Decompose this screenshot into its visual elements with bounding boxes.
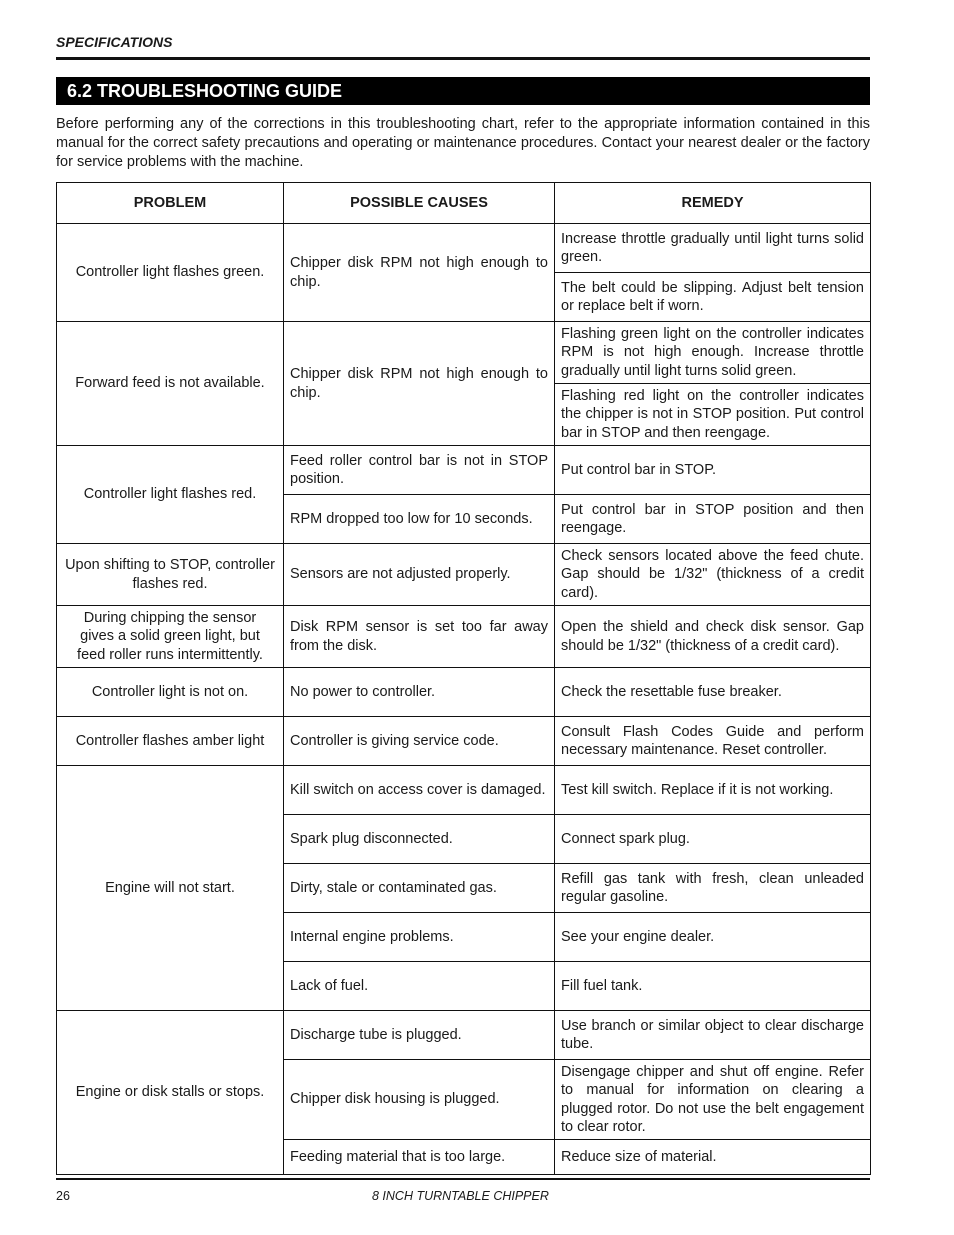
table-row — [57, 322, 871, 384]
table-row — [57, 446, 871, 495]
remedy-cell: Flashing green light on the controller indicates RPM is not high enough. Increase throttle gradually until light turns solid green. — [555, 322, 871, 384]
remedy-cell: Consult Flash Codes Guide and perform necessary maintenance. Reset controller. — [555, 717, 871, 766]
table-row — [57, 606, 871, 668]
remedy-cell: Test kill switch. Replace if it is not working. — [555, 766, 871, 815]
problem-cell: Controller light flashes red. — [57, 446, 284, 544]
remedy-cell: The belt could be slipping. Adjust belt tension or replace belt if worn. — [555, 273, 871, 322]
remedy-cell: Disengage chipper and shut off engine. Refer to manual for information on clearing a plugged rotor. Do not use the belt engagement to clear rotor. — [555, 1060, 871, 1140]
remedy-cell: Put control bar in STOP position and then reengage. — [555, 495, 871, 544]
cause-cell: Sensors are not adjusted properly. — [284, 544, 555, 606]
problem-cell: Controller light flashes green. — [57, 224, 284, 322]
table-header-row — [57, 183, 871, 224]
cause-cell: Chipper disk RPM not high enough to chip. — [284, 224, 555, 322]
table-row — [57, 717, 871, 766]
problem-cell: Controller light is not on. — [57, 668, 284, 717]
cause-cell: No power to controller. — [284, 668, 555, 717]
cause-cell: Chipper disk RPM not high enough to chip. — [284, 322, 555, 446]
cause-cell: Disk RPM sensor is set too far away from the disk. — [284, 606, 555, 668]
problem-cell: During chipping the sensor gives a solid green light, but feed roller runs intermittently. — [57, 606, 284, 668]
header-remedy: REMEDY — [555, 183, 871, 224]
remedy-cell: Flashing red light on the controller indicates the chipper is not in STOP position. Put control bar in STOP and then reengage. — [555, 384, 871, 446]
remedy-cell: Put control bar in STOP. — [555, 446, 871, 495]
cause-cell: RPM dropped too low for 10 seconds. — [284, 495, 555, 544]
problem-cell: Engine or disk stalls or stops. — [57, 1011, 284, 1175]
remedy-cell: Refill gas tank with fresh, clean unleaded regular gasoline. — [555, 864, 871, 913]
footer-rule — [56, 1178, 870, 1180]
cause-cell: Kill switch on access cover is damaged. — [284, 766, 555, 815]
remedy-cell: Increase throttle gradually until light turns solid green. — [555, 224, 871, 273]
cause-cell: Controller is giving service code. — [284, 717, 555, 766]
remedy-cell: Open the shield and check disk sensor. Gap should be 1/32" (thickness of a credit card). — [555, 606, 871, 668]
problem-cell: Forward feed is not available. — [57, 322, 284, 446]
page-number: 26 — [56, 1189, 70, 1203]
cause-cell: Discharge tube is plugged. — [284, 1011, 555, 1060]
section-header: SPECIFICATIONS — [56, 34, 173, 50]
cause-cell: Internal engine problems. — [284, 913, 555, 962]
intro-paragraph: Before performing any of the corrections in this troubleshooting chart, refer to the appropriate information contained in this manual for the correct safety precautions and operating or maintenance procedures. Contact your nearest dealer or the factory for service problems with the machine. — [56, 116, 870, 170]
remedy-cell: Use branch or similar object to clear discharge tube. — [555, 1011, 871, 1060]
cause-cell: Lack of fuel. — [284, 962, 555, 1011]
cause-cell: Chipper disk housing is plugged. — [284, 1060, 555, 1140]
remedy-cell: Check the resettable fuse breaker. — [555, 668, 871, 717]
header-rule — [56, 57, 870, 60]
table-row — [57, 544, 871, 606]
remedy-cell: Check sensors located above the feed chute. Gap should be 1/32" (thickness of a credit card). — [555, 544, 871, 606]
problem-cell: Engine will not start. — [57, 766, 284, 1011]
remedy-cell: See your engine dealer. — [555, 913, 871, 962]
remedy-cell: Reduce size of material. — [555, 1140, 871, 1175]
cause-cell: Feed roller control bar is not in STOP position. — [284, 446, 555, 495]
remedy-cell: Connect spark plug. — [555, 815, 871, 864]
troubleshooting-table — [56, 182, 871, 1175]
cause-cell: Spark plug disconnected. — [284, 815, 555, 864]
header-problem: PROBLEM — [57, 183, 284, 224]
problem-cell: Controller flashes amber light — [57, 717, 284, 766]
remedy-cell: Fill fuel tank. — [555, 962, 871, 1011]
footer-title: 8 INCH TURNTABLE CHIPPER — [372, 1189, 549, 1203]
table-row — [57, 224, 871, 273]
cause-cell: Feeding material that is too large. — [284, 1140, 555, 1175]
table-row — [57, 766, 871, 815]
header-possible-causes: POSSIBLE CAUSES — [284, 183, 555, 224]
problem-cell: Upon shifting to STOP, controller flashes red. — [57, 544, 284, 606]
table-row — [57, 668, 871, 717]
table-row — [57, 1011, 871, 1060]
section-title: 6.2 TROUBLESHOOTING GUIDE — [56, 77, 870, 105]
cause-cell: Dirty, stale or contaminated gas. — [284, 864, 555, 913]
